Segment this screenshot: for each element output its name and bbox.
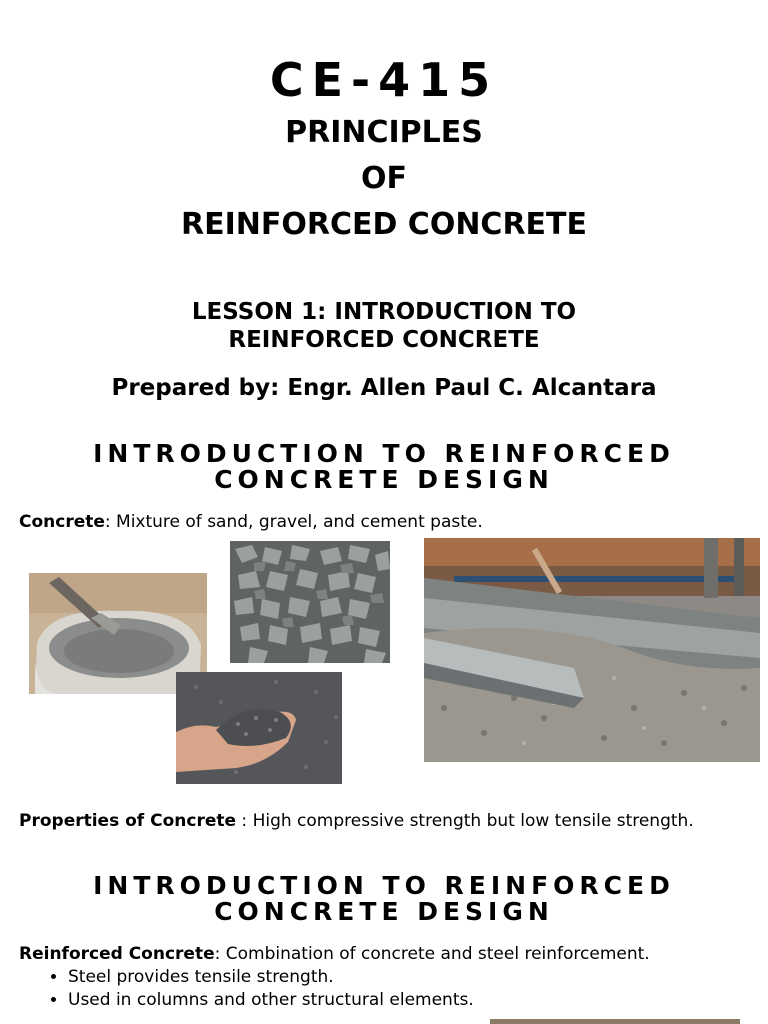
concrete-term: Concrete [19, 512, 105, 532]
reinforced-concrete-term: Reinforced Concrete [19, 944, 215, 964]
concrete-pour-photo [424, 538, 760, 762]
lesson-title-line-1: LESSON 1: INTRODUCTION TO [191, 299, 577, 325]
lesson-title-line-2: REINFORCED CONCRETE [228, 327, 540, 353]
section-heading-1 [0, 441, 768, 493]
course-title-line-1: PRINCIPLES [285, 115, 483, 150]
reinforced-concrete-bullets [48, 966, 474, 1012]
section-heading-2-line-2: CONCRETE DESIGN [214, 897, 554, 926]
list-item: • Steel provides tensile strength. [68, 966, 474, 989]
properties-term: Properties of Concrete [19, 811, 237, 831]
course-title-line-3: REINFORCED CONCRETE [180, 207, 587, 242]
course-code: CE-415 [269, 53, 499, 107]
concrete-definition [19, 511, 483, 533]
list-item: • Used in columns and other structural elements. [68, 989, 474, 1012]
prepared-by: Prepared by: Engr. Allen Paul C. Alcantara [111, 375, 657, 401]
next-page-photo-edge [490, 1019, 740, 1024]
reinforced-concrete-definition [19, 943, 650, 965]
section-heading-2 [0, 873, 768, 925]
gravel-photo [230, 541, 390, 663]
concrete-properties [19, 810, 694, 832]
section-heading-1-line-1: INTRODUCTION TO REINFORCED [93, 439, 675, 468]
lesson-title [0, 298, 768, 354]
reinforced-concrete-definition-text: : Combination of concrete and steel reinforcement. [214, 944, 650, 964]
section-heading-1-line-2: CONCRETE DESIGN [214, 465, 554, 494]
course-title-line-2: OF [361, 161, 407, 196]
sand-in-hand-photo [176, 672, 342, 784]
concrete-definition-text: : Mixture of sand, gravel, and cement paste. [104, 512, 483, 532]
properties-text: : High compressive strength but low tensile strength. [236, 811, 694, 831]
section-heading-2-line-1: INTRODUCTION TO REINFORCED [93, 871, 675, 900]
